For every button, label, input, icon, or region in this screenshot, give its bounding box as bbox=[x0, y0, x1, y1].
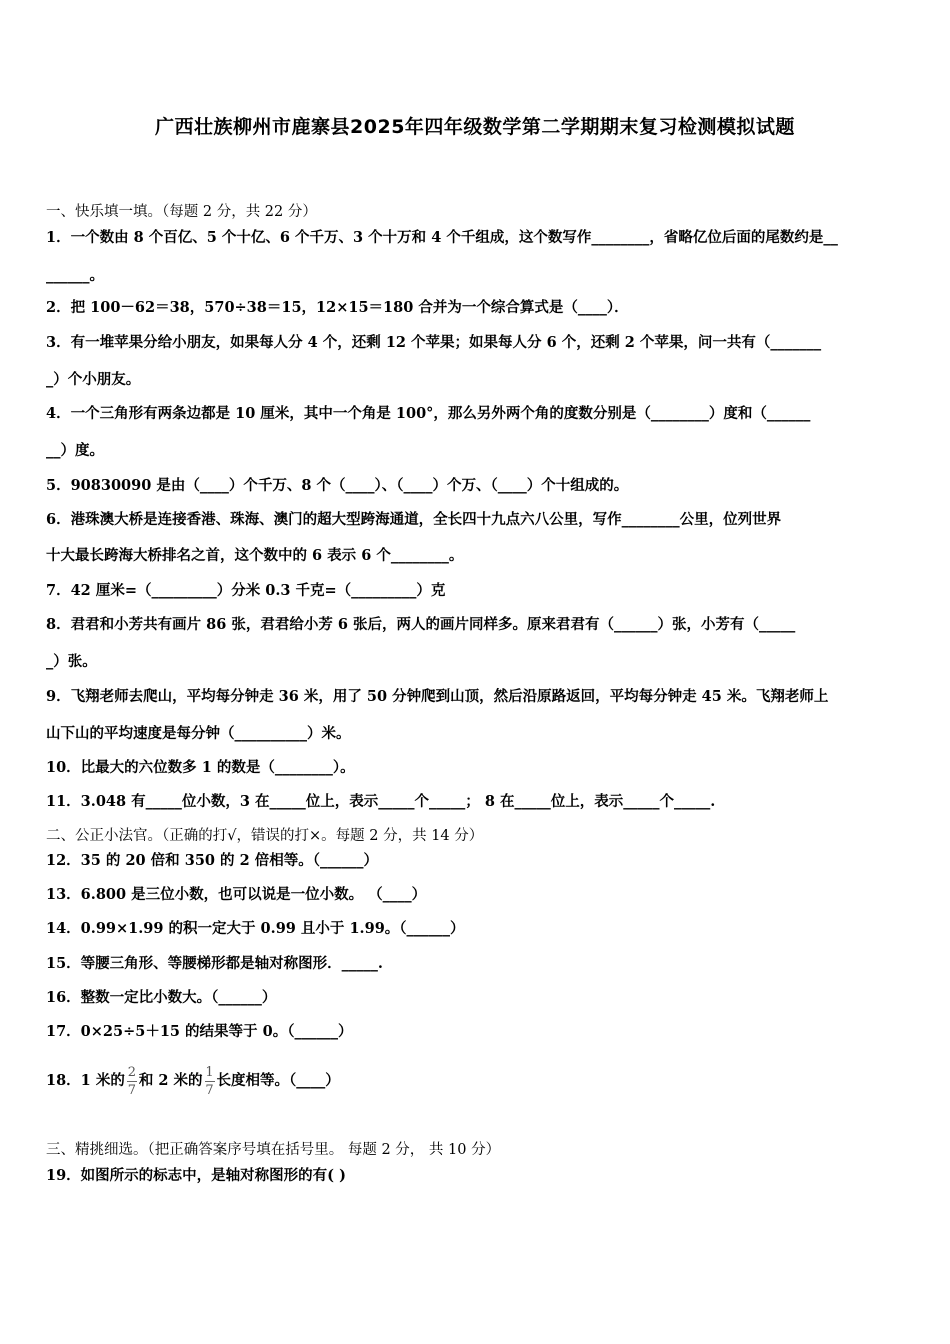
fraction-2-7 bbox=[127, 1065, 137, 1098]
question-15: 15．等腰三角形、等腰梯形都是轴对称图形．_____. bbox=[46, 955, 383, 972]
fraction-denominator: 7 bbox=[205, 1082, 214, 1098]
question-5: 5．90830090 是由（____）个千万、8 个（____）、（____）个万、（____）个十组成的。 bbox=[46, 477, 629, 494]
question-6-cont: 十大最长跨海大桥排名之首，这个数中的 6 表示 6 个________。 bbox=[46, 547, 464, 564]
question-4: 4．一个三角形有两条边都是 10 厘米，其中一个角是 100°，那么另外两个角的度数分别是（________）度和（______ bbox=[46, 405, 811, 422]
fraction-numerator: 1 bbox=[205, 1064, 214, 1080]
question-1-cont: ______。 bbox=[46, 267, 104, 284]
question-18-part2: 和 2 米的 bbox=[138, 1072, 203, 1089]
section-3-heading: 三、精挑细选。（把正确答案序号填在括号里。 每题 2 分， 共 10 分） bbox=[46, 1142, 501, 1158]
question-16: 16．整数一定比小数大。（______） bbox=[46, 989, 277, 1006]
fraction-bar bbox=[205, 1081, 215, 1082]
question-4-cont: __）度。 bbox=[46, 442, 104, 459]
question-9-cont: 山下山的平均速度是每分钟（__________）米。 bbox=[46, 725, 351, 742]
question-18 bbox=[46, 1064, 908, 1098]
question-17: 17．0×25÷5＋15 的结果等于 0。（______） bbox=[46, 1023, 353, 1040]
question-7: 7．42 厘米=（_________）分米 0.3 千克=（_________）克 bbox=[46, 582, 446, 599]
question-8-cont: _）张。 bbox=[46, 653, 97, 670]
question-3-cont: _）个小朋友。 bbox=[46, 371, 141, 388]
question-9: 9．飞翔老师去爬山，平均每分钟走 36 米，用了 50 分钟爬到山顶，然后沿原路返回，平均每分钟走 45 米。飞翔老师上 bbox=[46, 688, 829, 705]
question-18-part1: 18．1 米的 bbox=[46, 1072, 125, 1089]
question-11: 11．3.048 有_____位小数，3 在_____位上，表示_____个_____； 8 在_____位上，表示_____个_____. bbox=[46, 793, 716, 810]
question-18-part3: 长度相等。（____） bbox=[216, 1072, 340, 1089]
question-2: 2．把 100－62＝38，570÷38＝15，12×15＝180 合并为一个综合算式是（____）． bbox=[46, 299, 629, 316]
fraction-numerator: 2 bbox=[127, 1064, 136, 1080]
question-12: 12．35 的 20 倍和 350 的 2 倍相等。（______） bbox=[46, 852, 378, 869]
question-10: 10．比最大的六位数多 1 的数是（________）。 bbox=[46, 759, 355, 776]
question-13: 13．6.800 是三位小数，也可以说是一位小数。 （____） bbox=[46, 886, 427, 903]
question-14: 14．0.99×1.99 的积一定大于 0.99 且小于 1.99。（______） bbox=[46, 920, 465, 937]
question-19: 19．如图所示的标志中，是轴对称图形的有( ) bbox=[46, 1167, 346, 1184]
question-1: 1．一个数由 8 个百亿、5 个十亿、6 个千万、3 个十万和 4 个千组成，这个数写作________，省略亿位后面的尾数约是__ bbox=[46, 229, 838, 246]
page-title: 广西壮族柳州市鹿寨县2025年四年级数学第二学期期末复习检测模拟试题 bbox=[155, 116, 795, 138]
section-2-heading: 二、公正小法官。（正确的打√，错误的打×。每题 2 分，共 14 分） bbox=[46, 828, 484, 844]
fraction-1-7 bbox=[205, 1065, 215, 1098]
section-1-heading: 一、快乐填一填。（每题 2 分，共 22 分） bbox=[46, 204, 317, 220]
fraction-denominator: 7 bbox=[127, 1082, 136, 1098]
fraction-bar bbox=[127, 1081, 137, 1082]
question-6: 6．港珠澳大桥是连接香港、珠海、澳门的超大型跨海通道，全长四十九点六八公里，写作________公里，位列世界 bbox=[46, 511, 782, 528]
question-3: 3．有一堆苹果分给小朋友，如果每人分 4 个，还剩 12 个苹果；如果每人分 6 个，还剩 2 个苹果，问一共有（_______ bbox=[46, 334, 822, 351]
question-8: 8．君君和小芳共有画片 86 张，君君给小芳 6 张后，两人的画片同样多。原来君君有（______）张，小芳有（_____ bbox=[46, 616, 796, 633]
